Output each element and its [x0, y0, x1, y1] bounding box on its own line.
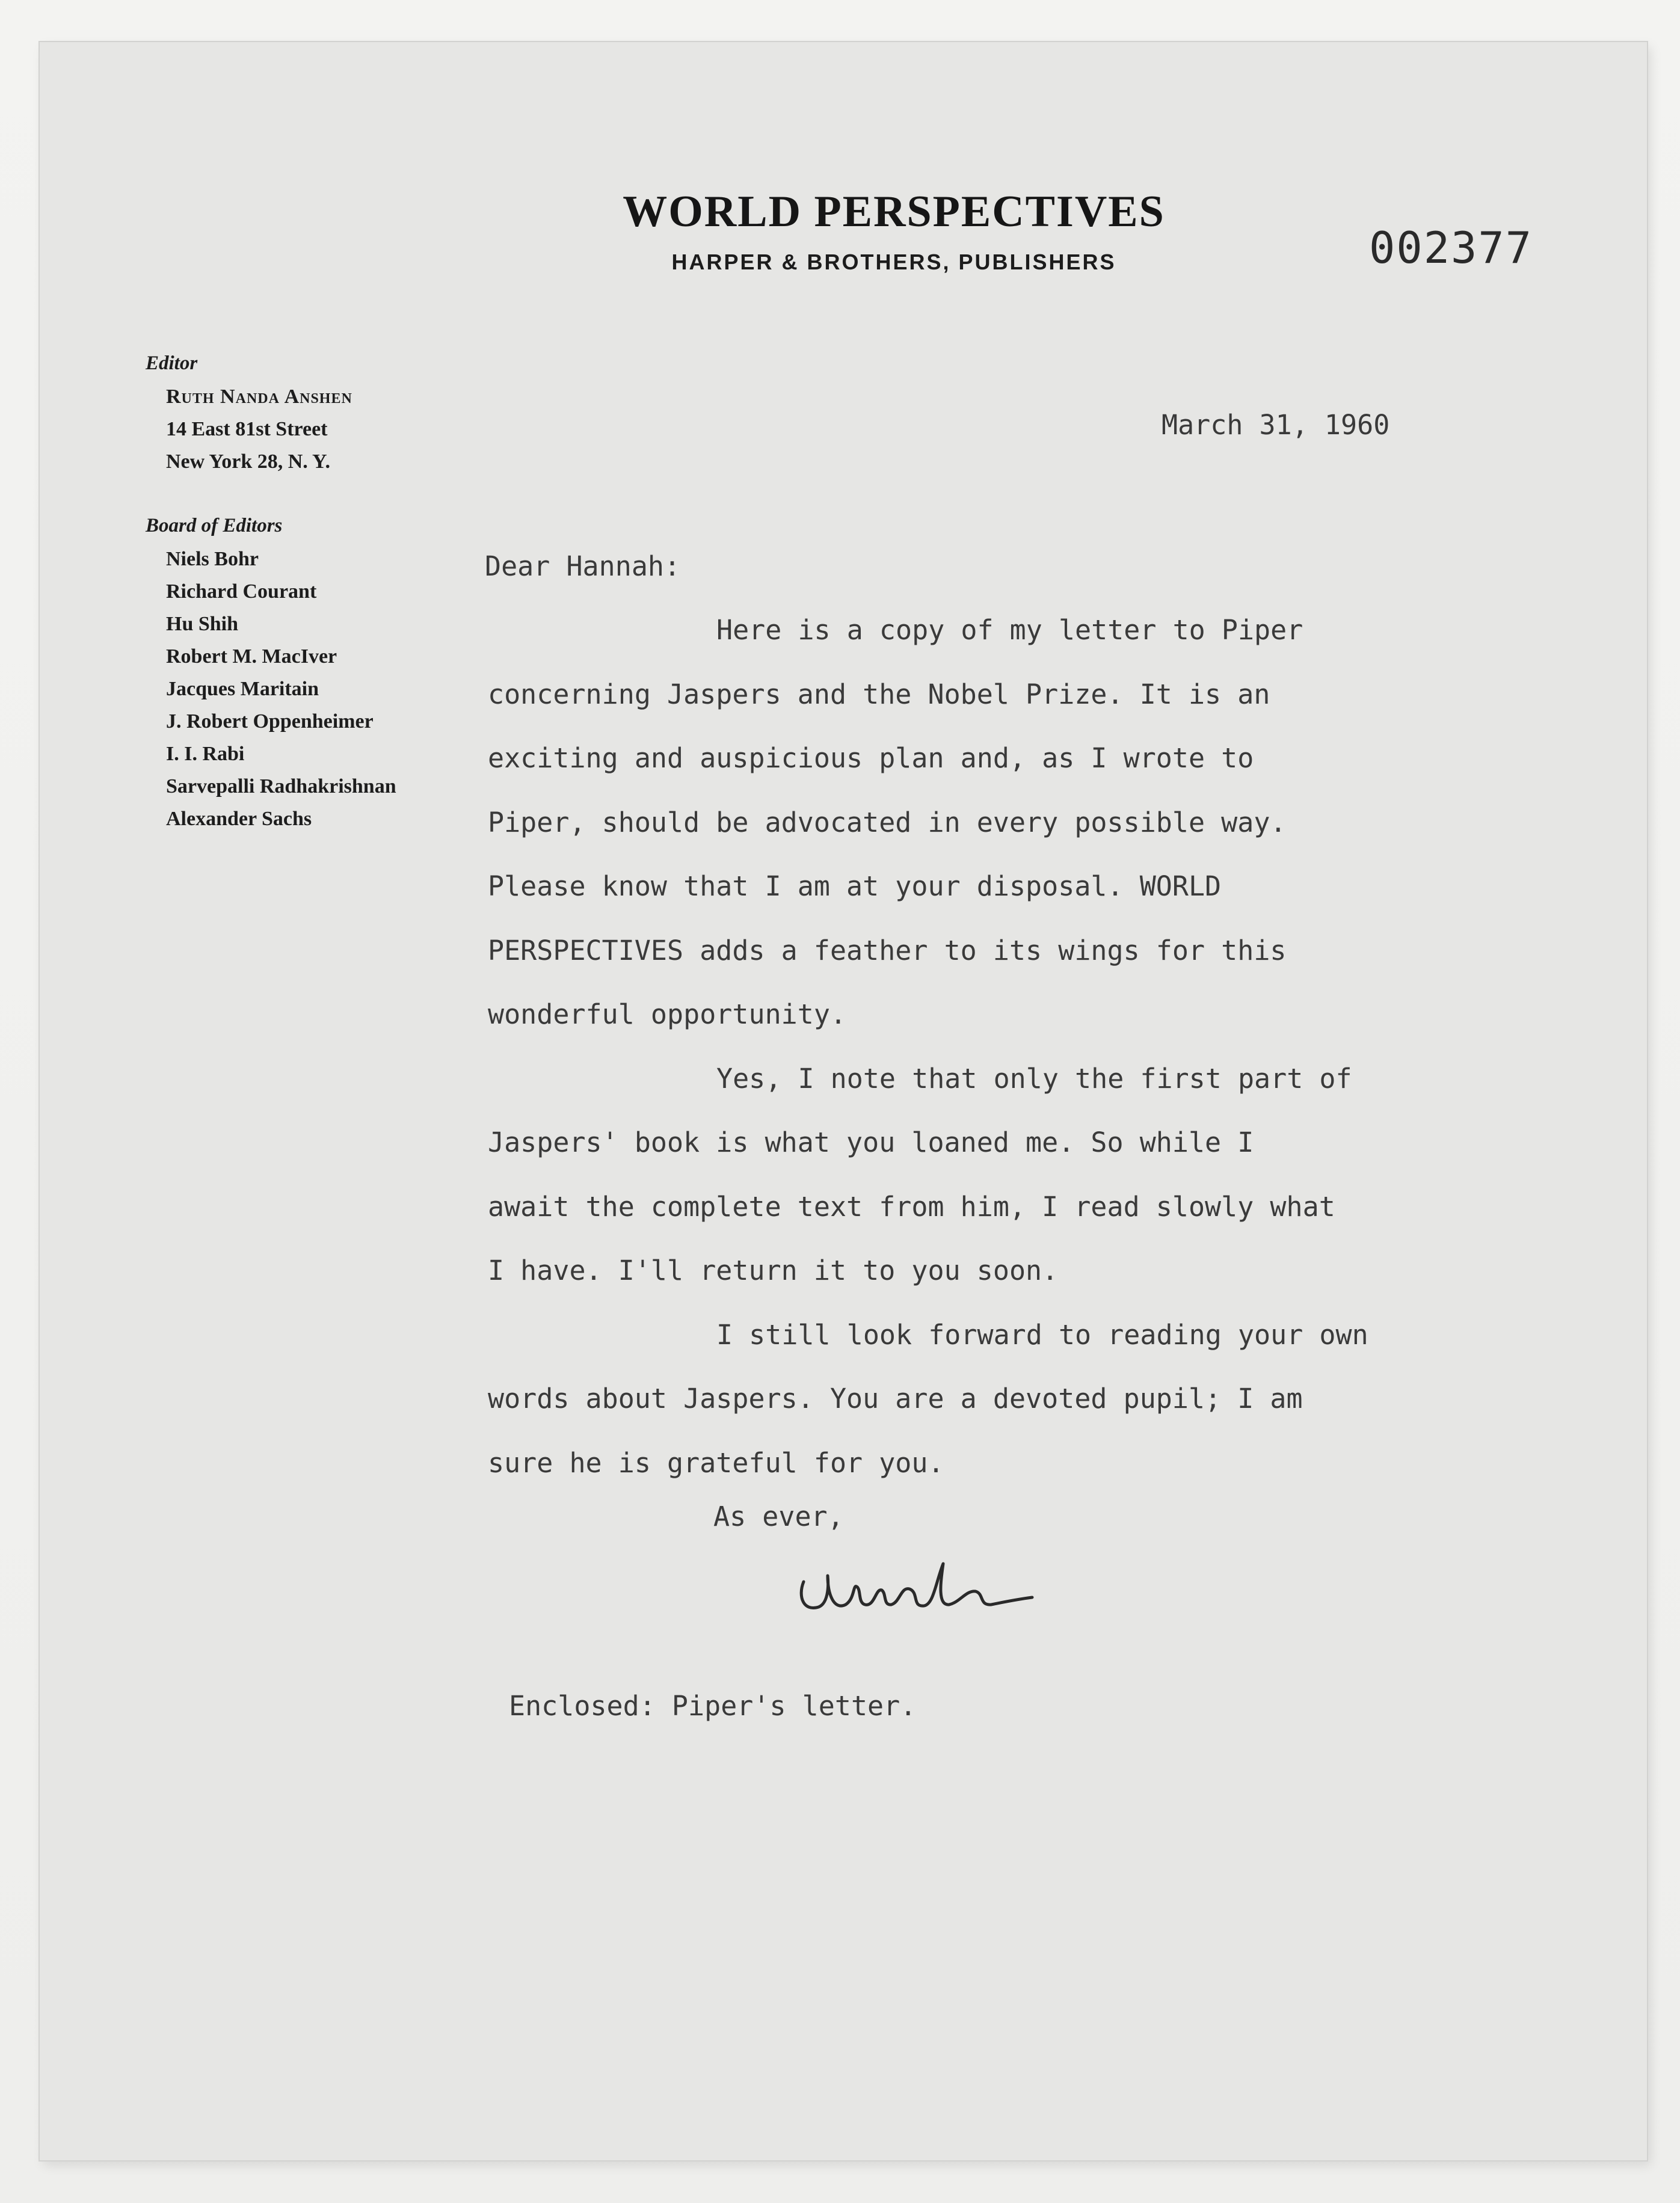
letter-salutation: Dear Hannah:	[485, 550, 681, 582]
body-line: Please know that I am at your disposal. WORLD	[488, 870, 1222, 902]
enclosure-note: Enclosed: Piper's letter.	[509, 1690, 917, 1722]
board-heading: Board of Editors	[146, 515, 283, 536]
body-line: Yes, I note that only the first part of	[716, 1062, 1352, 1095]
handwritten-signature	[786, 1540, 1038, 1630]
body-line: await the complete text from him, I read slowly what	[488, 1190, 1335, 1223]
editor-address-city: New York 28, N. Y.	[166, 450, 330, 473]
letterhead-publisher: HARPER & BROTHERS, PUBLISHERS	[671, 250, 1116, 274]
body-line: Jaspers' book is what you loaned me. So while I	[488, 1126, 1254, 1158]
document-number-stamp: 002377	[1369, 223, 1533, 273]
board-member: J. Robert Oppenheimer	[166, 710, 374, 733]
editor-address-street: 14 East 81st Street	[166, 418, 328, 440]
letter-sheet	[40, 42, 1647, 2160]
body-line: I still look forward to reading your own	[716, 1318, 1368, 1351]
body-line: words about Jaspers. You are a devoted pupil; I am	[488, 1383, 1303, 1415]
body-line: concerning Jaspers and the Nobel Prize. It is an	[488, 678, 1270, 710]
body-line: sure he is grateful for you.	[488, 1446, 944, 1479]
board-member: I. I. Rabi	[166, 743, 245, 765]
body-line: Piper, should be advocated in every possible way.	[488, 806, 1287, 838]
body-line: Here is a copy of my letter to Piper	[716, 614, 1303, 646]
board-member: Jacques Maritain	[166, 678, 319, 700]
board-member: Niels Bohr	[166, 548, 259, 570]
letter-closing: As ever,	[713, 1501, 844, 1532]
editor-heading: Editor	[146, 352, 198, 374]
body-line: I have. I'll return it to you soon.	[488, 1255, 1059, 1286]
board-member: Alexander Sachs	[166, 808, 312, 830]
letter-body	[488, 598, 1558, 1495]
body-line: exciting and auspicious plan and, as I wrote to	[488, 742, 1254, 774]
letter-date: March 31, 1960	[1162, 409, 1390, 441]
board-member: Hu Shih	[166, 613, 239, 635]
board-member: Robert M. MacIver	[166, 645, 337, 668]
editor-name: Ruth Nanda Anshen	[166, 386, 352, 408]
board-member: Richard Courant	[166, 580, 317, 603]
letterhead-title: WORLD PERSPECTIVES	[623, 187, 1165, 236]
body-line: wonderful opportunity.	[488, 998, 847, 1030]
letterhead-sidebar	[146, 346, 518, 835]
board-member: Sarvepalli Radhakrishnan	[166, 775, 396, 797]
body-line: PERSPECTIVES adds a feather to its wings for this	[488, 934, 1287, 966]
